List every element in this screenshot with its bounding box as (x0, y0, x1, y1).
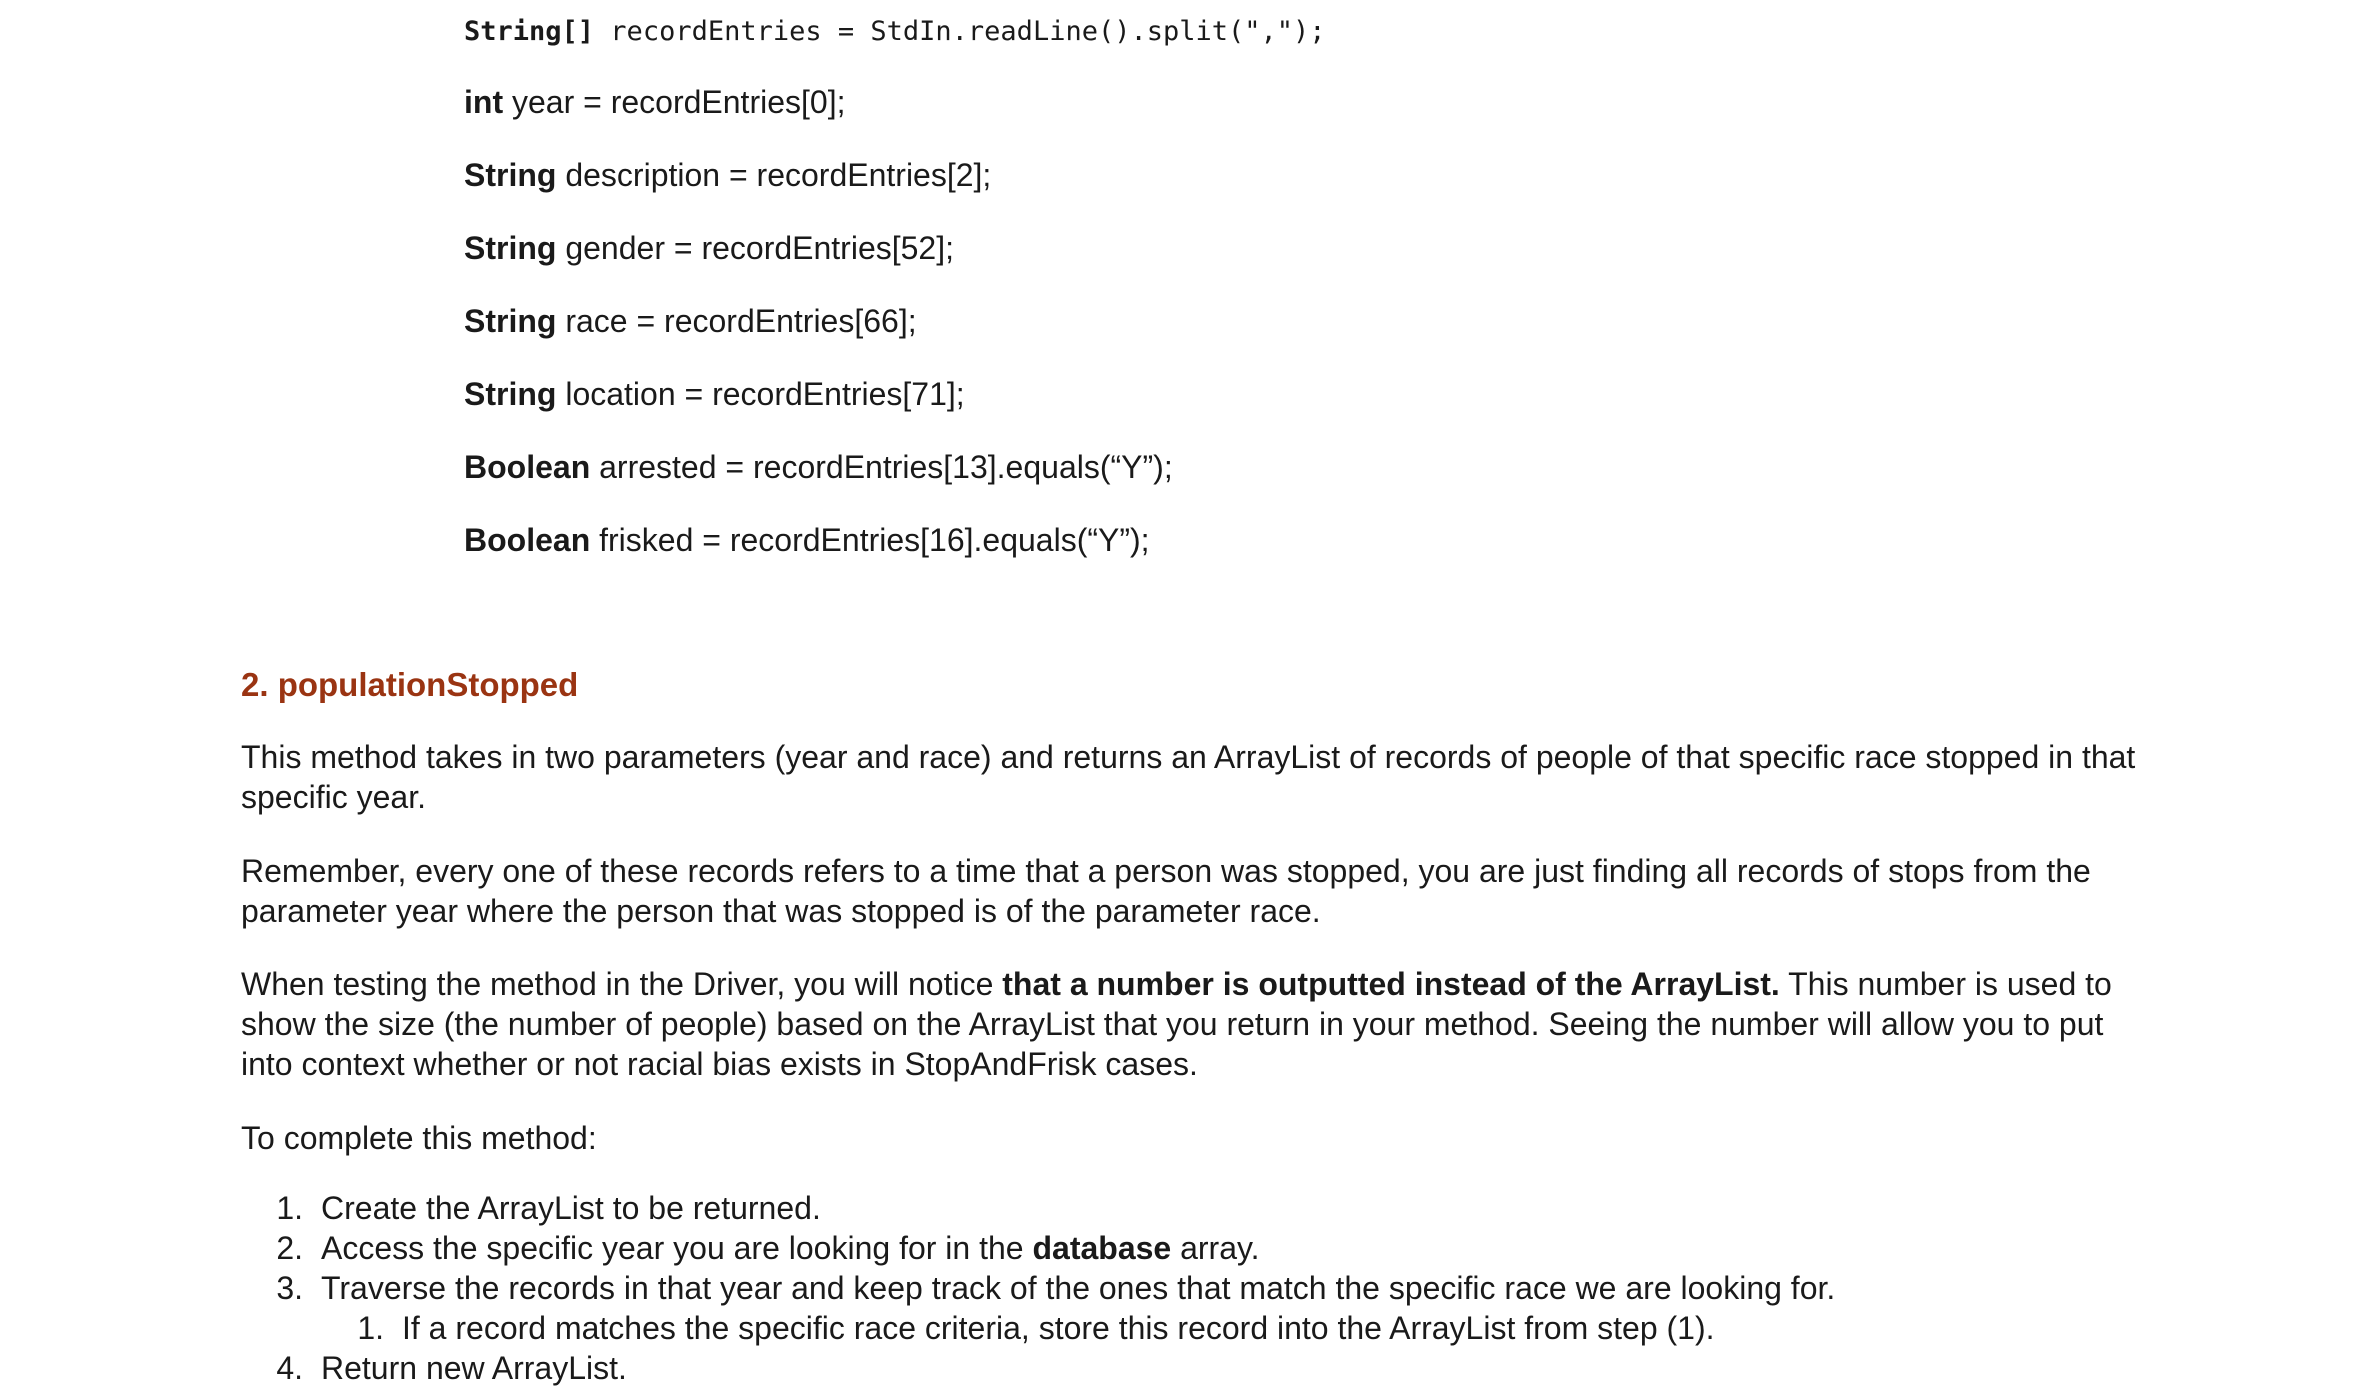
code-rest: description = recordEntries[2]; (556, 157, 992, 193)
paragraph-text: When testing the method in the Driver, you will notice (241, 966, 1003, 1002)
code-line-arrested (464, 447, 1173, 487)
code-rest: gender = recordEntries[52]; (556, 230, 954, 266)
step-item (241, 1348, 627, 1388)
step-number: 3. (276, 1270, 303, 1306)
step-text: Access the specific year you are looking for in the (321, 1230, 1033, 1266)
paragraph-remember: Remember, every one of these records refers to a time that a person was stopped, you are just finding all records of stops from the parameter year where the person that was stopped is of the parameter race. (241, 853, 2091, 929)
code-rest: recordEntries = StdIn.readLine().split(","); (594, 16, 1326, 47)
paragraph-text: This number is used to show the size (the number of people) based on the ArrayList that you return in your method. Seeing the number will allow you to put into context whether or not racial bias exists in StopAndFrisk cases. (241, 966, 2112, 1082)
step-text: If a record matches the specific race criteria, store this record into the ArrayList from step (1). (402, 1310, 1715, 1346)
code-rest: arrested = recordEntries[13].equals(“Y”); (590, 449, 1173, 485)
code-rest: race = recordEntries[66]; (556, 303, 917, 339)
code-line-frisked (464, 520, 1150, 560)
paragraph-testing (241, 964, 2141, 1084)
code-type: Boolean (464, 522, 591, 558)
section-heading: 2. populationStopped (241, 666, 579, 703)
code-line-race (464, 301, 917, 341)
code-type: String (464, 157, 557, 193)
step-item (241, 1228, 1260, 1268)
paragraph-to-complete: To complete this method: (241, 1120, 597, 1156)
code-type: String (464, 376, 557, 412)
code-type: int (464, 84, 504, 120)
step-number: 2. (276, 1230, 303, 1266)
code-line-year (464, 82, 845, 122)
code-rest: location = recordEntries[71]; (556, 376, 965, 412)
step-item (241, 1268, 1835, 1308)
code-rest: frisked = recordEntries[16].equals(“Y”); (590, 522, 1150, 558)
step-text: Return new ArrayList. (321, 1350, 627, 1386)
step-item (241, 1188, 821, 1228)
code-type: String (464, 230, 557, 266)
step-number: 1. (276, 1190, 303, 1226)
step-text: Create the ArrayList to be returned. (321, 1190, 821, 1226)
code-line-location (464, 374, 965, 414)
sub-step-item (322, 1308, 1715, 1348)
code-line-gender (464, 228, 954, 268)
paragraph-intro: This method takes in two parameters (year and race) and returns an ArrayList of records of people of that specific race stopped in that specific year. (241, 739, 2136, 815)
step-text: array. (1171, 1230, 1260, 1266)
code-type: Boolean (464, 449, 591, 485)
code-rest: year = recordEntries[0]; (503, 84, 846, 120)
step-emphasis: database (1032, 1230, 1172, 1266)
code-line-split (464, 12, 1326, 52)
code-type: String[] (464, 16, 595, 47)
code-line-description (464, 155, 991, 195)
step-text: Traverse the records in that year and keep track of the ones that match the specific race we are looking for. (321, 1270, 1836, 1306)
step-number: 4. (276, 1350, 303, 1386)
step-number: 1. (357, 1310, 384, 1346)
code-type: String (464, 303, 557, 339)
paragraph-emphasis: that a number is outputted instead of the ArrayList. (1002, 966, 1780, 1002)
